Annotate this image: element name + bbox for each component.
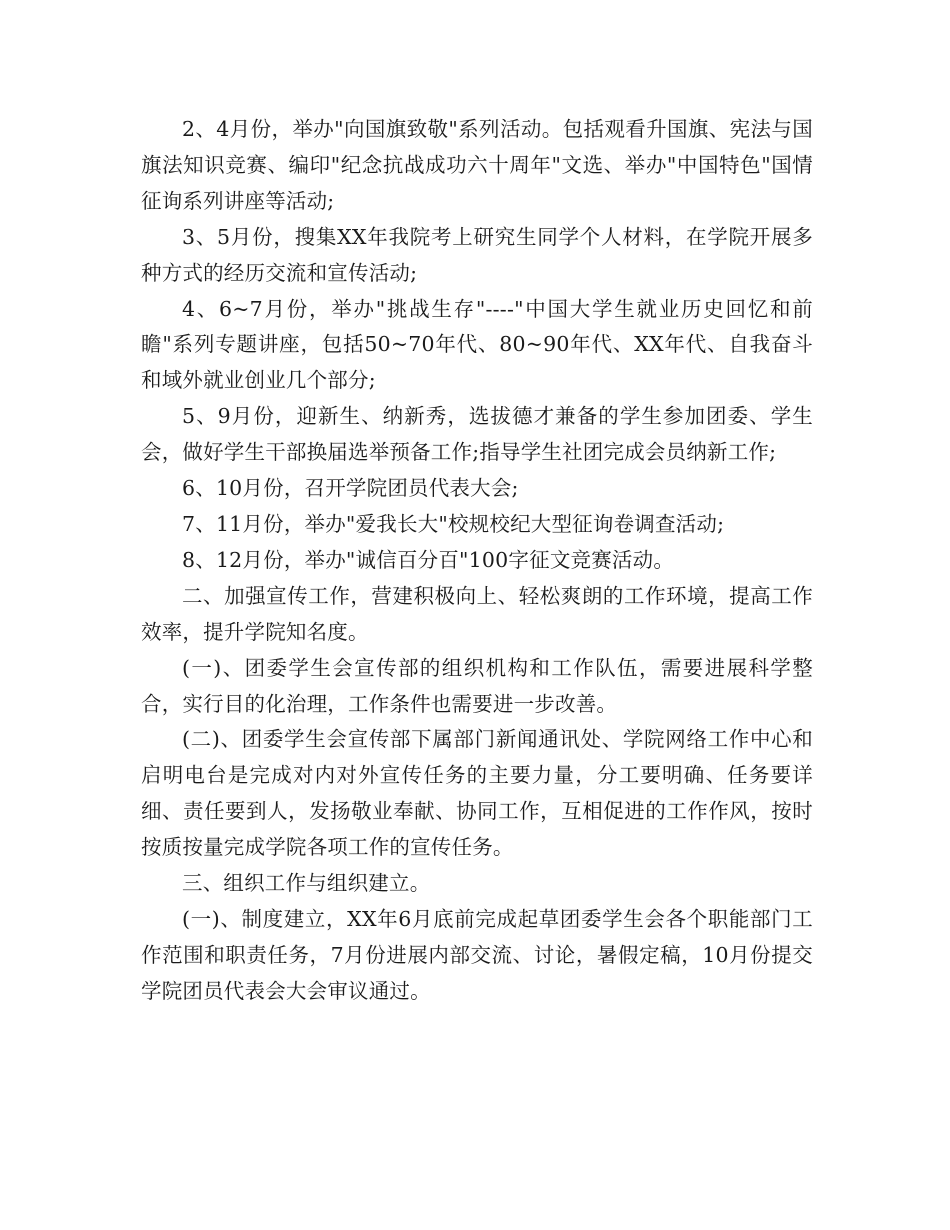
paragraph-item-7: 7、11月份，举办"爱我长大"校规校纪大型征询卷调查活动; (182, 511, 725, 536)
section-heading-3: 三、组织工作与组织建立。 (182, 871, 431, 896)
paragraph-item-4: 4、6~7月份，举办"挑战生存"----"中国大学生就业历史回忆和前瞻"系列专题讲座，包括50~70年代、80~90年代、XX年代、自我奋斗和域外就业创业几个部分; (141, 296, 813, 393)
paragraph-item-6: 6、10月份，召开学院团员代表大会; (182, 476, 519, 501)
paragraph-item-5: 5、9月份，迎新生、纳新秀，选拔德才兼备的学生参加团委、学生会，做好学生干部换届选举预备工作;指导学生社团完成会员纳新工作; (141, 404, 813, 465)
subsection-3-1: (一)、制度建立，XX年6月底前完成起草团委学生会各个职能部门工作范围和职责任务，7月份进展内部交流、讨论，暑假定稿，10月份提交学院团员代表会大会审议通过。 (141, 906, 813, 1003)
paragraph-item-8: 8、12月份，举办"诚信百分百"100字征文竞赛活动。 (182, 547, 675, 572)
subsection-2-2: (二)、团委学生会宣传部下属部门新闻通讯处、学院网络工作中心和启明电台是完成对内对外宣传任务的主要力量，分工要明确、任务要详细、责任要到人，发扬敬业奉献、协同工作，互相促进的工作作风，按时按质按量完成学院各项工作的宣传任务。 (141, 727, 813, 860)
subsection-2-1: (一)、团委学生会宣传部的组织机构和工作队伍，需要进展科学整合，实行目的化治理，工作条件也需要进一步改善。 (141, 655, 813, 716)
section-heading-2: 二、加强宣传工作，营建积极向上、轻松爽朗的工作环境，提高工作效率，提升学院知名度。 (141, 583, 813, 644)
paragraph-item-3: 3、5月份，搜集XX年我院考上研究生同学个人材料，在学院开展多种方式的经历交流和宣传活动; (141, 224, 813, 285)
paragraph-item-2: 2、4月份，举办"向国旗致敬"系列活动。包括观看升国旗、宪法与国旗法知识竞赛、编印"纪念抗战成功六十周年"文选、举办"中国特色"国情征询系列讲座等活动; (141, 117, 813, 213)
document-body (141, 112, 813, 1010)
